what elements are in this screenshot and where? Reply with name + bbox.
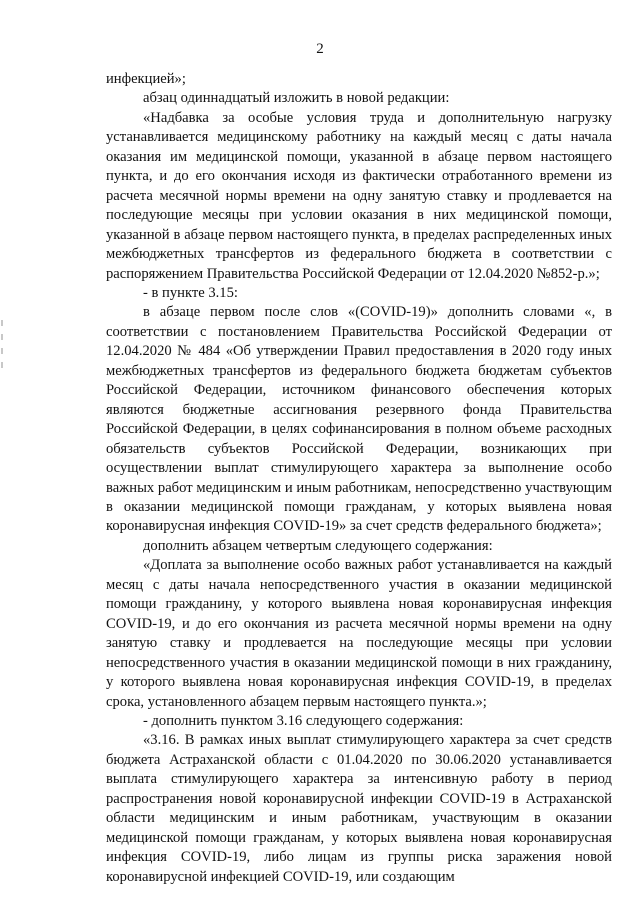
margin-mark: [1, 348, 3, 354]
margin-mark: [1, 320, 3, 326]
document-body: [106, 70, 612, 887]
paragraph-amendment-abzac-1: в абзаце первом после слов «(COVID-19)» дополнить словами «, в соответствии с постановлением Правительства Российской Федерации от 12.04.2020 № 484 «Об утверждении Правил предоставления в 2020 году иных межбюджетных трансфертов из федерального бюджета бюджетам субъектов Российской Федерации, источником финансового обеспечения которых являются бюджетные ассигнования резервного фонда Правительства Российской Федерации, в целях софинансирования в полном объеме расходных обязательств субъектов Российской Федерации, возникающих при осуществлении выплат стимулирующего характера за выполнение особо важных работ медицинским и иным работникам, непосредственно участвующим в оказании медицинской помощи гражданам, у которых выявлена новая коронавирусная инфекция COVID-19» за счет средств федерального бюджета»;: [106, 304, 612, 535]
paragraph-add-abzac-4: дополнить абзацем четвертым следующего содержания:: [143, 537, 493, 554]
margin-mark: [1, 334, 3, 340]
paragraph-instruction-abzac-11: абзац одиннадцатый изложить в новой редакции:: [143, 90, 450, 107]
binding-margin-marks: [0, 320, 6, 380]
paragraph-allowance-text: «Надбавка за особые условия труда и дополнительную нагрузку устанавливается медицинскому работнику на каждый месяц с даты начала оказания им медицинской помощи, указанной в абзаце первом настоящего пункта, и до его окончания исходя из фактически отработанного времени из расчета месячной нормы времени на одну занятую ставку и продлевается на последующие месяцы при условии оказания в них медицинской помощи, указанной в абзаце первом настоящего пункта, в пределах распределенных иных межбюджетных трансфертов из федерального бюджета в соответствии с распоряжением Правительства Российской Федерации от 12.04.2020 №852-р.»;: [106, 109, 612, 282]
paragraph-closing-quote: инфекцией»;: [106, 71, 186, 87]
paragraph-item-3-16-text: «3.16. В рамках иных выплат стимулирующего характера за счет средств бюджета Астраханской области с 01.04.2020 по 30.06.2020 устанавливается выплата стимулирующего характера за интенсивную работу в период распространения новой коронавирусной инфекции COVID-19 в Астраханской области медицинским и иным работникам, участвующим в оказании медицинской помощи гражданам, у которых выявлена новая коронавирусная инфекция COVID-19, либо лицам из группы риска заражения новой коронавирусной инфекцией COVID-19, или создающим: [106, 732, 612, 885]
margin-mark: [1, 362, 3, 368]
paragraph-add-item-3-16: - дополнить пунктом 3.16 следующего содержания:: [143, 712, 464, 729]
paragraph-surcharge-text: «Доплата за выполнение особо важных работ устанавливается на каждый месяц с даты начала непосредственного участия в оказании медицинской помощи гражданину, у которого выявлена новая коронавирусная инфекция COVID-19, и до его окончания из расчета месячной нормы времени на одну занятую ставку и продлевается на последующие месяцы при условии непосредственного участия в оказании медицинской помощи в них гражданину, у которого выявлена новая коронавирусная инфекция COVID-19, в пределах срока, установленного абзацем первым настоящего пункта.»;: [106, 557, 612, 710]
page-number: 2: [316, 41, 324, 57]
paragraph-item-3-15: - в пункте 3.15:: [143, 284, 238, 301]
